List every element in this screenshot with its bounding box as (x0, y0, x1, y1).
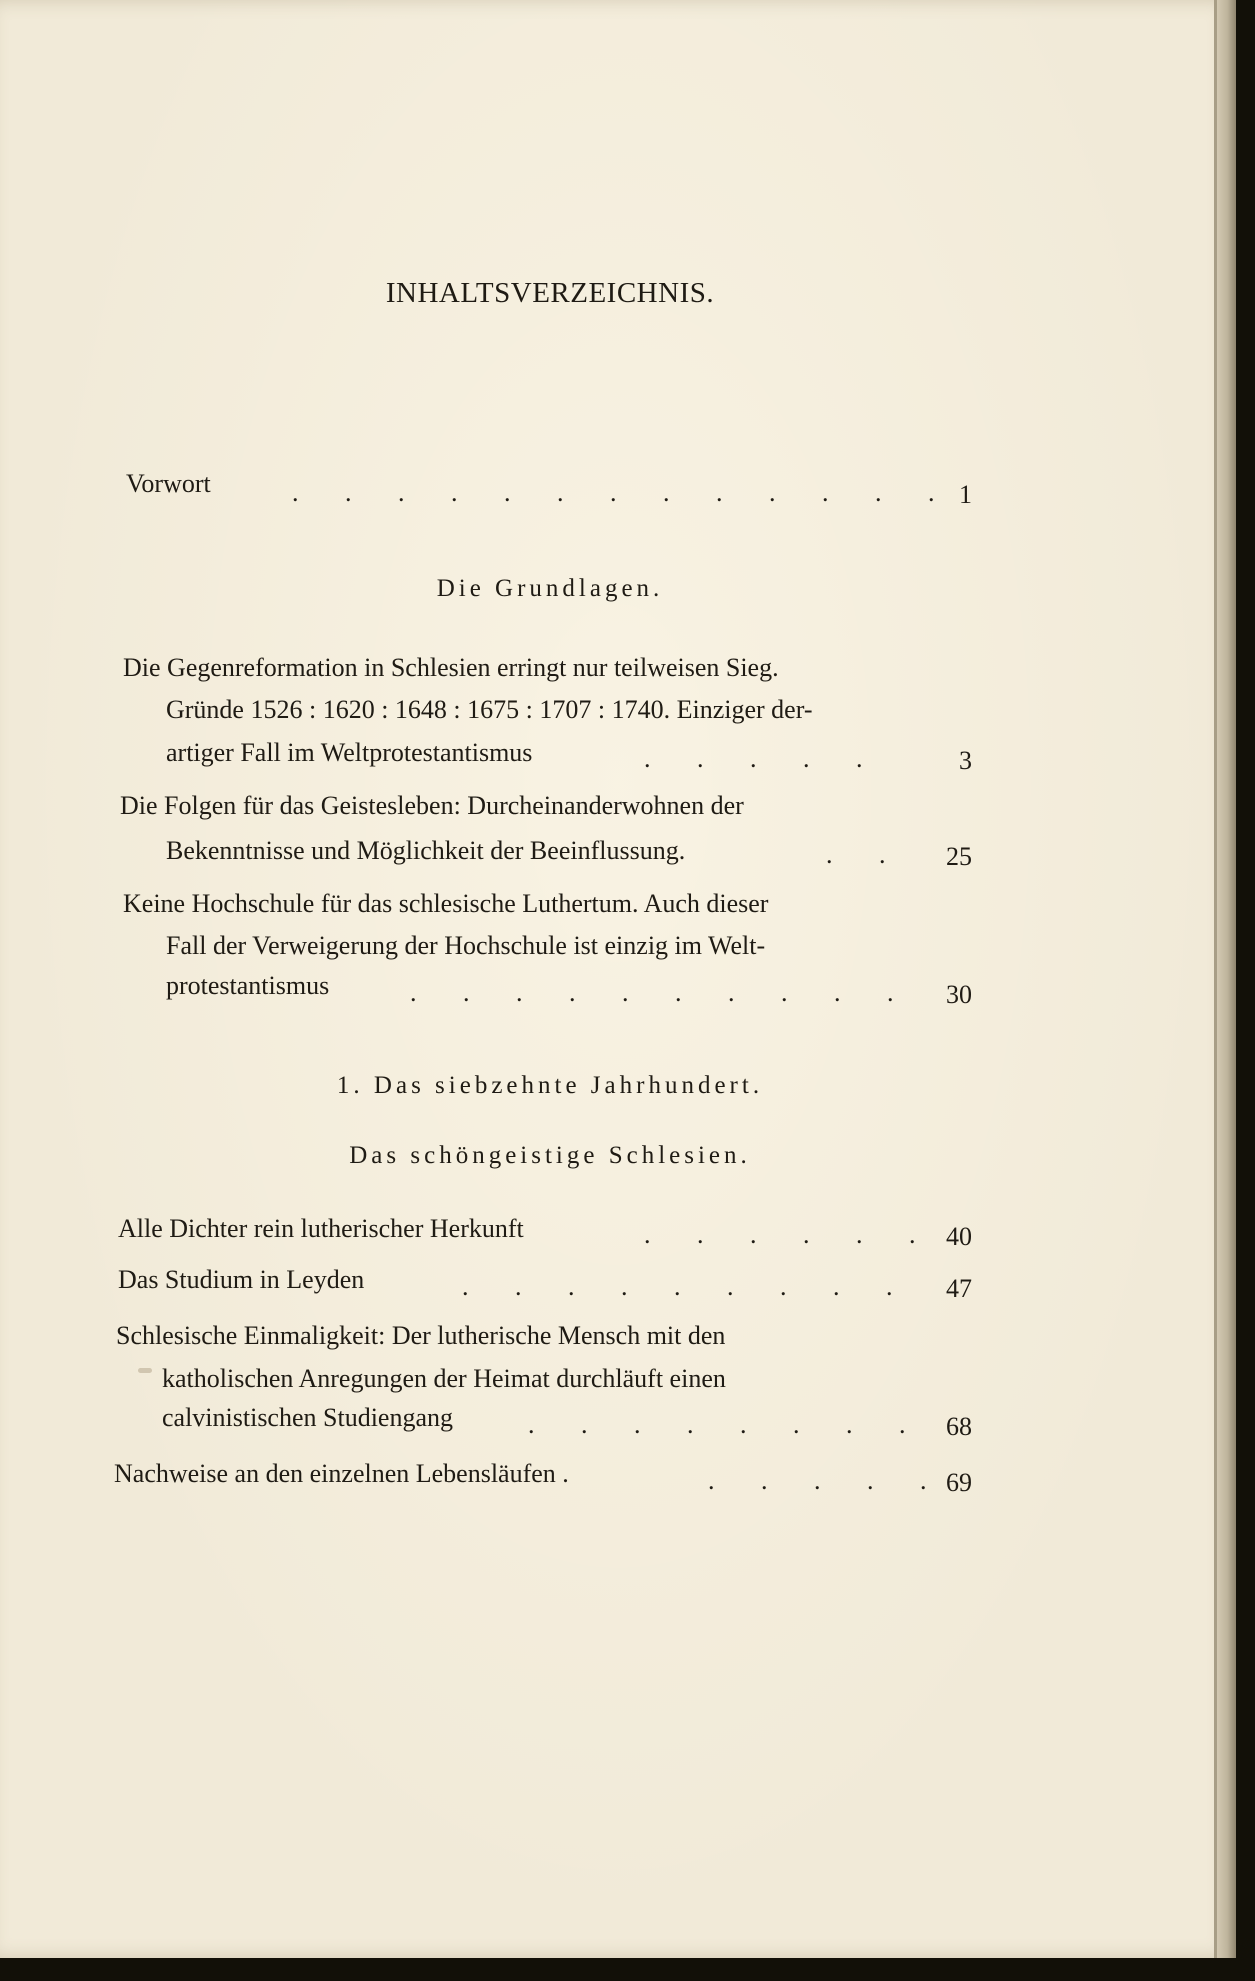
leader-dots: . . . . . . . . . . . . . (292, 478, 955, 507)
toc-entry-label: Vorwort (126, 469, 211, 498)
toc-entry-line: katholischen Anregungen der Heimat durchläuft einen (162, 1364, 726, 1393)
toc-entry-line: Das Studium in Leyden (118, 1265, 365, 1294)
leader-dots: . . . . . (708, 1466, 947, 1495)
page-title: INHALTSVERZEICHNIS. (385, 277, 715, 309)
page-number: 69 (946, 1468, 972, 1497)
leader-dots: . . . . . . . . . . (410, 978, 914, 1007)
toc-entry-line: Alle Dichter rein lutherischer Herkunft (118, 1214, 524, 1243)
toc-entry-line: Die Folgen für das Geistesleben: Durcheinanderwohnen der (120, 791, 744, 820)
leader-dots: . . (826, 840, 906, 869)
page-number: 68 (946, 1412, 972, 1441)
page-edge (1214, 0, 1236, 1958)
leader-dots: . . . . . (644, 744, 883, 773)
toc-entry-line: Gründe 1526 : 1620 : 1648 : 1675 : 1707 : 1740. Einziger der- (166, 695, 813, 724)
toc-entry-line: Bekenntnisse und Möglichkeit der Beeinflussung. (166, 836, 686, 865)
toc-entry-line: Keine Hochschule für das schlesische Luthertum. Auch dieser (123, 889, 769, 918)
page-number: 40 (946, 1222, 972, 1251)
toc-entry-line: Fall der Verweigerung der Hochschule ist einzig im Welt- (166, 931, 766, 960)
toc-entry-line: artiger Fall im Weltprotestantismus (166, 738, 533, 767)
page-number: 3 (959, 746, 972, 775)
toc-entry-line: protestantismus (166, 971, 330, 1000)
page-number: 47 (946, 1274, 972, 1303)
ink-smudge (138, 1368, 152, 1373)
toc-entry-line: calvinistischen Studiengang (162, 1403, 454, 1432)
leader-dots: . . . . . . . . . (462, 1272, 913, 1301)
page-number: 1 (959, 480, 972, 509)
leader-dots: . . . . . . (644, 1220, 936, 1249)
leader-dots: . . . . . . . . (528, 1410, 926, 1439)
toc-entry-line: Nachweise an den einzelnen Lebensläufen . (114, 1459, 569, 1488)
section-heading-schoengeistig: Das schöngeistige Schlesien. (349, 1142, 751, 1169)
section-heading-grundlagen: Die Grundlagen. (436, 575, 664, 602)
page-number: 25 (946, 842, 972, 871)
toc-entry-line: Die Gegenreformation in Schlesien erringt nur teilweisen Sieg. (123, 653, 779, 682)
section-heading-17jh: 1. Das siebzehnte Jahrhundert. (336, 1072, 764, 1099)
page-edge-line (1214, 0, 1217, 1958)
toc-entry-line: Schlesische Einmaligkeit: Der lutherische Mensch mit den (116, 1321, 726, 1350)
toc-entry-vorwort (126, 468, 211, 499)
page-number: 30 (946, 980, 972, 1009)
